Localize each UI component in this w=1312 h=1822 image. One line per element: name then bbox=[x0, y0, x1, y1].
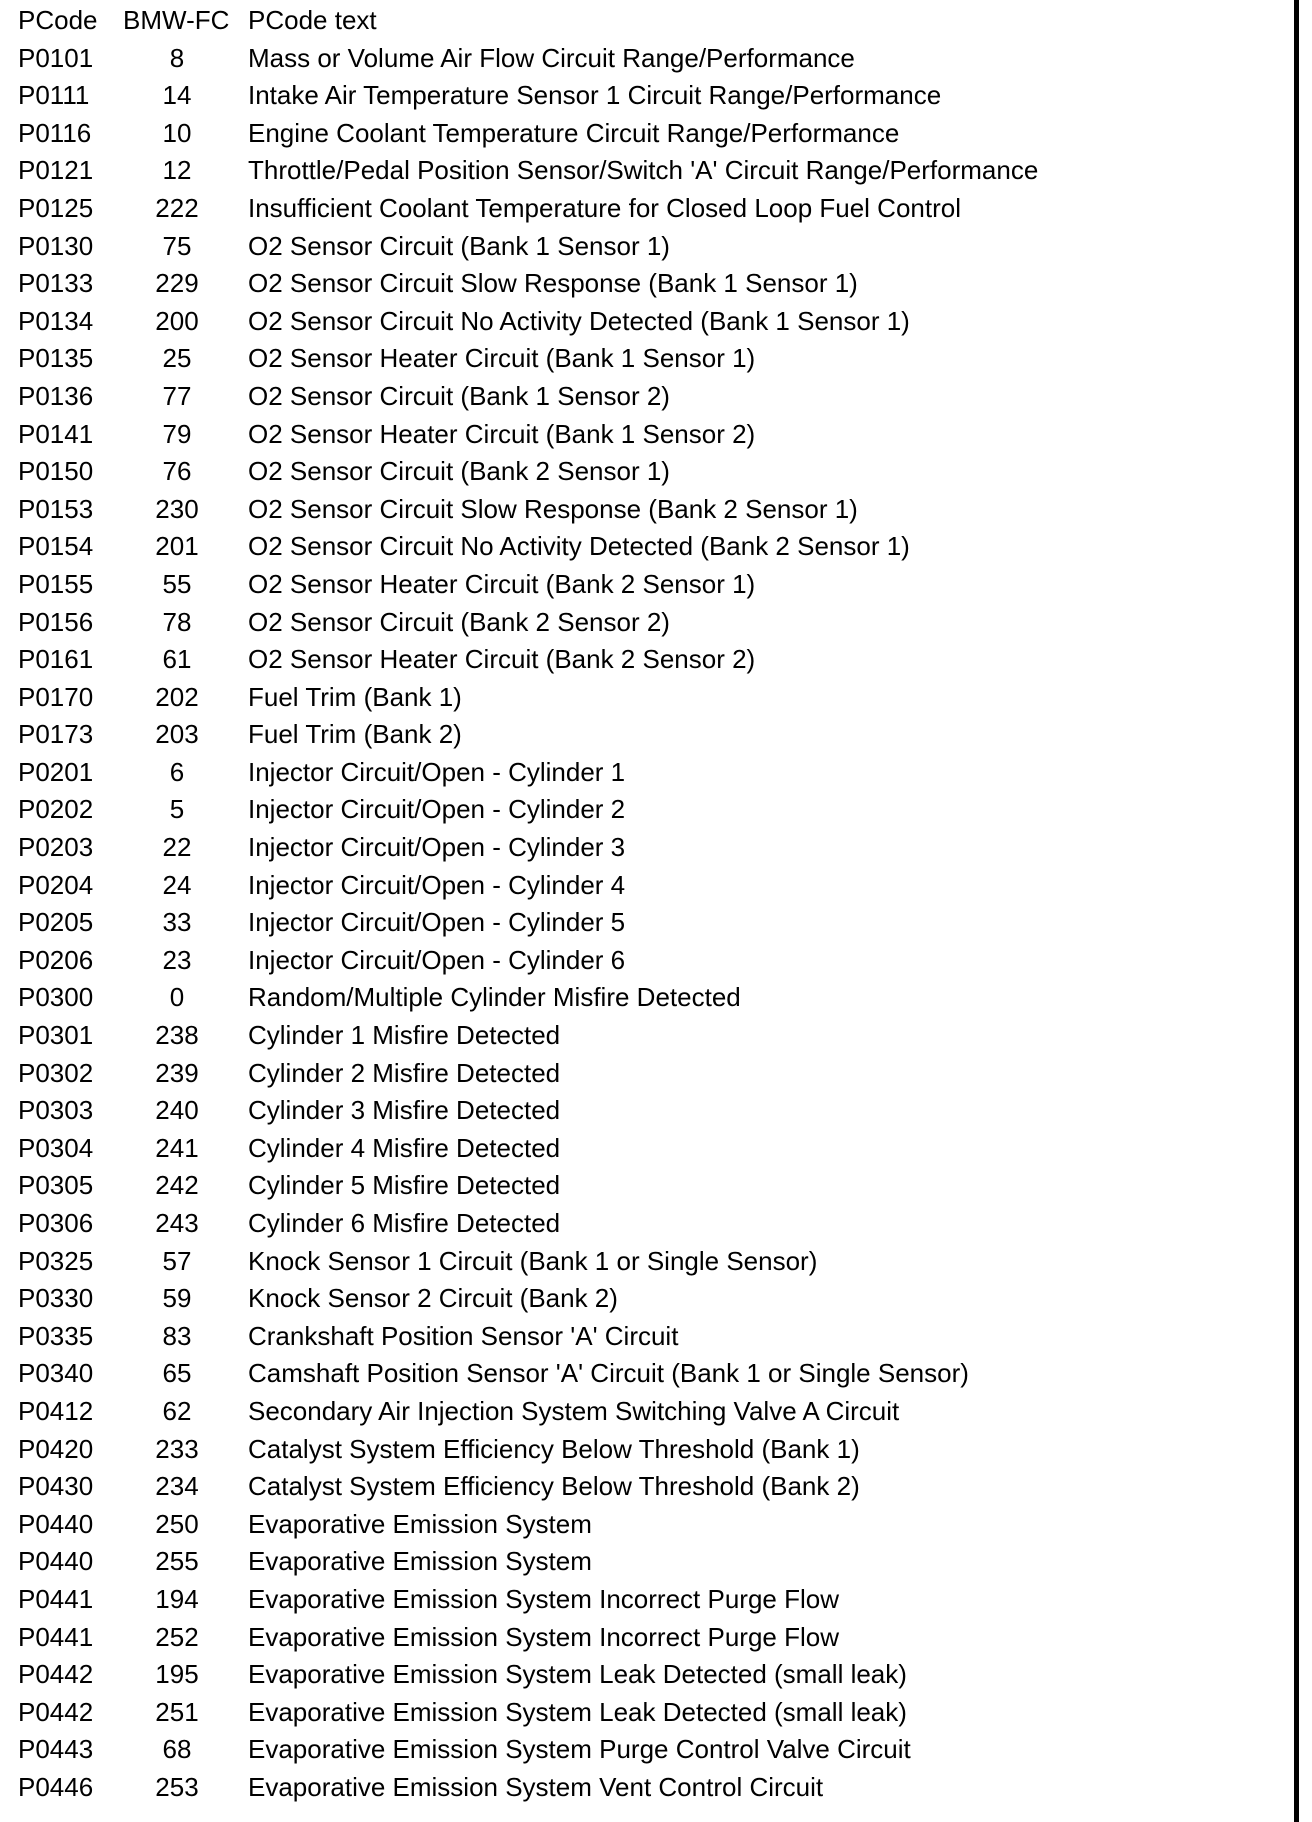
pcode-cell: P0133 bbox=[18, 268, 94, 299]
table-row bbox=[18, 1619, 1278, 1657]
pcode-text-cell: Evaporative Emission System Incorrect Purge Flow bbox=[248, 1621, 839, 1652]
pcode-cell: P0306 bbox=[18, 1208, 94, 1238]
pcode-text-cell: Catalyst System Efficiency Below Threshold (Bank 1) bbox=[248, 1433, 860, 1464]
pcode-cell: P0170 bbox=[18, 681, 94, 712]
table-row bbox=[18, 528, 1278, 566]
bmw-fc-cell: 33 bbox=[162, 907, 192, 938]
pcode-cell: P0205 bbox=[18, 907, 94, 938]
pcode-text-cell: Injector Circuit/Open - Cylinder 6 bbox=[248, 944, 626, 975]
pcode-text-cell: O2 Sensor Heater Circuit (Bank 2 Sensor 1) bbox=[248, 568, 756, 599]
pcode-text-cell: O2 Sensor Circuit No Activity Detected (Bank 1 Sensor 1) bbox=[248, 305, 910, 336]
pcode-cell: P0305 bbox=[18, 1170, 94, 1201]
pcode-cell: P0201 bbox=[18, 756, 94, 787]
bmw-fc-cell: 61 bbox=[162, 644, 192, 675]
pcode-cell: P0440 bbox=[18, 1546, 94, 1577]
pcode-text-cell: Injector Circuit/Open - Cylinder 5 bbox=[248, 907, 626, 938]
table-row bbox=[18, 904, 1278, 942]
table-row bbox=[18, 228, 1278, 266]
pcode-text-cell: O2 Sensor Circuit (Bank 1 Sensor 1) bbox=[248, 230, 670, 261]
pcode-cell: P0153 bbox=[18, 493, 94, 524]
table-row bbox=[18, 265, 1278, 303]
table-row bbox=[18, 340, 1278, 378]
bmw-fc-cell: 25 bbox=[162, 343, 192, 374]
pcode-cell: P0125 bbox=[18, 192, 94, 223]
table-row bbox=[18, 1656, 1278, 1694]
table-row bbox=[18, 641, 1278, 679]
pcode-cell: P0154 bbox=[18, 531, 94, 562]
pcode-cell: P0442 bbox=[18, 1659, 94, 1690]
table-row bbox=[18, 1318, 1278, 1356]
table-row bbox=[18, 1092, 1278, 1130]
table-row bbox=[18, 1017, 1278, 1055]
bmw-fc-cell: 234 bbox=[155, 1471, 199, 1502]
pcode-cell: P0330 bbox=[18, 1283, 94, 1314]
pcode-text-cell: Cylinder 3 Misfire Detected bbox=[248, 1095, 561, 1126]
bmw-fc-cell: 229 bbox=[155, 268, 199, 299]
table-row bbox=[18, 716, 1278, 754]
bmw-fc-cell: 243 bbox=[155, 1208, 199, 1238]
bmw-fc-cell: 252 bbox=[155, 1621, 199, 1652]
bmw-fc-cell: 251 bbox=[155, 1696, 199, 1727]
pcode-text-cell: Evaporative Emission System Vent Control Circuit bbox=[248, 1771, 824, 1802]
bmw-fc-cell: 83 bbox=[162, 1320, 192, 1351]
bmw-fc-cell: 5 bbox=[169, 794, 185, 825]
pcode-cell: P0302 bbox=[18, 1057, 94, 1088]
table-row bbox=[18, 679, 1278, 717]
table-row bbox=[18, 77, 1278, 115]
bmw-fc-cell: 8 bbox=[169, 42, 185, 73]
pcode-cell: P0155 bbox=[18, 568, 94, 599]
bmw-fc-cell: 200 bbox=[155, 305, 199, 336]
right-border-rule bbox=[1294, 0, 1299, 1822]
bmw-fc-cell: 222 bbox=[155, 192, 199, 223]
pcode-text-cell: Cylinder 6 Misfire Detected bbox=[248, 1208, 561, 1238]
pcode-text-cell: Random/Multiple Cylinder Misfire Detected bbox=[248, 982, 741, 1013]
bmw-fc-cell: 255 bbox=[155, 1546, 199, 1577]
pcode-text-cell: Throttle/Pedal Position Sensor/Switch 'A' Circuit Range/Performance bbox=[248, 155, 1039, 186]
table-row bbox=[18, 416, 1278, 454]
table-row bbox=[18, 152, 1278, 190]
table-row bbox=[18, 190, 1278, 228]
bmw-fc-cell: 253 bbox=[155, 1771, 199, 1802]
pcode-text-cell: Fuel Trim (Bank 1) bbox=[248, 681, 462, 712]
pcode-cell: P0111 bbox=[18, 80, 90, 111]
bmw-fc-cell: 75 bbox=[162, 230, 192, 261]
pcode-cell: P0135 bbox=[18, 343, 94, 374]
pcode-cell: P0420 bbox=[18, 1433, 94, 1464]
pcode-cell: P0130 bbox=[18, 230, 94, 261]
pcode-text-cell: O2 Sensor Circuit (Bank 2 Sensor 1) bbox=[248, 456, 670, 487]
bmw-fc-cell: 250 bbox=[155, 1508, 199, 1539]
pcode-cell: P0202 bbox=[18, 794, 94, 825]
pcode-cell: P0443 bbox=[18, 1734, 94, 1765]
pcode-text-cell: Injector Circuit/Open - Cylinder 1 bbox=[248, 756, 626, 787]
pcode-cell: P0442 bbox=[18, 1696, 94, 1727]
pcode-cell: P0304 bbox=[18, 1132, 94, 1163]
pcode-text-cell: Evaporative Emission System Incorrect Purge Flow bbox=[248, 1583, 839, 1614]
pcode-text-cell: Evaporative Emission System bbox=[248, 1546, 592, 1577]
pcode-text-cell: Injector Circuit/Open - Cylinder 3 bbox=[248, 832, 626, 863]
bmw-fc-cell: 239 bbox=[155, 1057, 199, 1088]
pcode-text-cell: O2 Sensor Circuit Slow Response (Bank 2 Sensor 1) bbox=[248, 493, 858, 524]
table-row bbox=[18, 867, 1278, 905]
pcode-text-cell: O2 Sensor Heater Circuit (Bank 2 Sensor 2) bbox=[248, 644, 756, 675]
bmw-fc-cell: 79 bbox=[162, 418, 192, 449]
pcode-cell: P0121 bbox=[18, 155, 94, 186]
table-row bbox=[18, 942, 1278, 980]
pcode-text-cell: Fuel Trim (Bank 2) bbox=[248, 719, 462, 750]
bmw-fc-cell: 23 bbox=[162, 944, 192, 975]
bmw-fc-cell: 62 bbox=[162, 1395, 192, 1426]
bmw-fc-cell: 238 bbox=[155, 1020, 199, 1051]
pcode-cell: P0206 bbox=[18, 944, 94, 975]
table-row bbox=[18, 378, 1278, 416]
pcode-text-cell: Cylinder 1 Misfire Detected bbox=[248, 1020, 561, 1051]
pcode-text-cell: Knock Sensor 2 Circuit (Bank 2) bbox=[248, 1283, 618, 1314]
pcode-text-cell: Insufficient Coolant Temperature for Closed Loop Fuel Control bbox=[248, 192, 961, 223]
table-row bbox=[18, 604, 1278, 642]
bmw-fc-cell: 195 bbox=[155, 1659, 199, 1690]
pcode-cell: P0300 bbox=[18, 982, 94, 1013]
pcode-text-cell: Camshaft Position Sensor 'A' Circuit (Bank 1 or Single Sensor) bbox=[248, 1358, 969, 1389]
bmw-fc-cell: 68 bbox=[162, 1734, 192, 1765]
pcode-cell: P0203 bbox=[18, 832, 94, 863]
pcode-cell: P0440 bbox=[18, 1508, 94, 1539]
bmw-fc-cell: 55 bbox=[162, 568, 192, 599]
pcode-cell: P0441 bbox=[18, 1621, 94, 1652]
pcode-table bbox=[18, 2, 1278, 1807]
pcode-text-cell: Evaporative Emission System Leak Detected (small leak) bbox=[248, 1659, 907, 1690]
table-row bbox=[18, 1468, 1278, 1506]
bmw-fc-cell: 12 bbox=[162, 155, 192, 186]
table-row bbox=[18, 1506, 1278, 1544]
pcode-text-cell: Crankshaft Position Sensor 'A' Circuit bbox=[248, 1320, 679, 1351]
pcode-cell: P0173 bbox=[18, 719, 94, 750]
table-row bbox=[18, 979, 1278, 1017]
table-row bbox=[18, 566, 1278, 604]
bmw-fc-cell: 240 bbox=[155, 1095, 199, 1126]
pcode-text-cell: Engine Coolant Temperature Circuit Range/Performance bbox=[248, 117, 900, 148]
pcode-text-cell: O2 Sensor Circuit (Bank 2 Sensor 2) bbox=[248, 606, 670, 637]
bmw-fc-cell: 77 bbox=[162, 380, 192, 411]
bmw-fc-cell: 65 bbox=[162, 1358, 192, 1389]
table-row bbox=[18, 1731, 1278, 1769]
table-row bbox=[18, 1055, 1278, 1093]
pcode-cell: P0136 bbox=[18, 380, 94, 411]
table-row bbox=[18, 1543, 1278, 1581]
pcode-cell: P0335 bbox=[18, 1320, 94, 1351]
bmw-fc-cell: 22 bbox=[162, 832, 192, 863]
pcode-cell: P0141 bbox=[18, 418, 94, 449]
bmw-fc-cell: 194 bbox=[155, 1583, 199, 1614]
pcode-cell: P0412 bbox=[18, 1395, 94, 1426]
bmw-fc-cell: 230 bbox=[155, 493, 199, 524]
header-bmw-fc: BMW-FC bbox=[123, 5, 230, 35]
table-row bbox=[18, 1130, 1278, 1168]
pcode-text-cell: Cylinder 5 Misfire Detected bbox=[248, 1170, 561, 1201]
pcode-cell: P0150 bbox=[18, 456, 94, 487]
table-body bbox=[18, 40, 1278, 1807]
table-row bbox=[18, 829, 1278, 867]
pcode-text-cell: Evaporative Emission System Leak Detected (small leak) bbox=[248, 1696, 907, 1727]
bmw-fc-cell: 241 bbox=[155, 1132, 199, 1163]
bmw-fc-cell: 233 bbox=[155, 1433, 199, 1464]
pcode-text-cell: Cylinder 2 Misfire Detected bbox=[248, 1057, 561, 1088]
table-row bbox=[18, 1581, 1278, 1619]
pcode-text-cell: Injector Circuit/Open - Cylinder 2 bbox=[248, 794, 626, 825]
bmw-fc-cell: 242 bbox=[155, 1170, 199, 1201]
pcode-cell: P0446 bbox=[18, 1771, 94, 1802]
bmw-fc-cell: 201 bbox=[155, 531, 199, 562]
table-row bbox=[18, 791, 1278, 829]
pcode-text-cell: Knock Sensor 1 Circuit (Bank 1 or Single Sensor) bbox=[248, 1245, 818, 1276]
pcode-text-cell: Mass or Volume Air Flow Circuit Range/Performance bbox=[248, 42, 855, 73]
pcode-text-cell: O2 Sensor Heater Circuit (Bank 1 Sensor 1) bbox=[248, 343, 756, 374]
header-pcode-text: PCode text bbox=[248, 5, 377, 35]
table-row bbox=[18, 1694, 1278, 1732]
bmw-fc-cell: 59 bbox=[162, 1283, 192, 1314]
pcode-text-cell: Evaporative Emission System bbox=[248, 1508, 592, 1539]
bmw-fc-cell: 78 bbox=[162, 606, 192, 637]
pcode-cell: P0430 bbox=[18, 1471, 94, 1502]
bmw-fc-cell: 57 bbox=[162, 1245, 192, 1276]
table-row bbox=[18, 40, 1278, 78]
pcode-text-cell: Secondary Air Injection System Switching Valve A Circuit bbox=[248, 1395, 900, 1426]
pcode-text-cell: O2 Sensor Heater Circuit (Bank 1 Sensor 2) bbox=[248, 418, 756, 449]
pcode-text-cell: O2 Sensor Circuit (Bank 1 Sensor 2) bbox=[248, 380, 670, 411]
table-row bbox=[18, 1205, 1278, 1243]
bmw-fc-cell: 0 bbox=[169, 982, 185, 1013]
pcode-cell: P0161 bbox=[18, 644, 94, 675]
pcode-cell: P0101 bbox=[18, 42, 94, 73]
table-row bbox=[18, 1355, 1278, 1393]
pcode-text-cell: Intake Air Temperature Sensor 1 Circuit Range/Performance bbox=[248, 80, 942, 111]
pcode-text-cell: Injector Circuit/Open - Cylinder 4 bbox=[248, 869, 626, 900]
pcode-cell: P0134 bbox=[18, 305, 94, 336]
bmw-fc-cell: 202 bbox=[155, 681, 199, 712]
bmw-fc-cell: 24 bbox=[162, 869, 192, 900]
table-row bbox=[18, 1243, 1278, 1281]
header-pcode: PCode bbox=[18, 5, 98, 35]
pcode-text-cell: Evaporative Emission System Purge Control Valve Circuit bbox=[248, 1734, 911, 1765]
table-row bbox=[18, 491, 1278, 529]
pcode-text-cell: O2 Sensor Circuit No Activity Detected (Bank 2 Sensor 1) bbox=[248, 531, 910, 562]
pcode-cell: P0340 bbox=[18, 1358, 94, 1389]
table-header-row bbox=[18, 2, 1278, 40]
pcode-cell: P0303 bbox=[18, 1095, 94, 1126]
table-row bbox=[18, 453, 1278, 491]
table-row bbox=[18, 115, 1278, 153]
bmw-fc-cell: 6 bbox=[169, 756, 185, 787]
table-row bbox=[18, 1280, 1278, 1318]
table-row bbox=[18, 1769, 1278, 1807]
bmw-fc-cell: 203 bbox=[155, 719, 199, 750]
table-row bbox=[18, 1167, 1278, 1205]
bmw-fc-cell: 10 bbox=[162, 117, 192, 148]
pcode-text-cell: Cylinder 4 Misfire Detected bbox=[248, 1132, 561, 1163]
pcode-cell: P0156 bbox=[18, 606, 94, 637]
pcode-text-cell: O2 Sensor Circuit Slow Response (Bank 1 Sensor 1) bbox=[248, 268, 858, 299]
bmw-fc-cell: 14 bbox=[162, 80, 192, 111]
table-row bbox=[18, 754, 1278, 792]
pcode-cell: P0301 bbox=[18, 1020, 94, 1051]
table-row bbox=[18, 1431, 1278, 1469]
pcode-cell: P0116 bbox=[18, 117, 92, 148]
table-row bbox=[18, 303, 1278, 341]
pcode-text-cell: Catalyst System Efficiency Below Threshold (Bank 2) bbox=[248, 1471, 860, 1502]
table-row bbox=[18, 1393, 1278, 1431]
pcode-cell: P0204 bbox=[18, 869, 94, 900]
pcode-cell: P0325 bbox=[18, 1245, 94, 1276]
pcode-cell: P0441 bbox=[18, 1583, 94, 1614]
bmw-fc-cell: 76 bbox=[162, 456, 192, 487]
